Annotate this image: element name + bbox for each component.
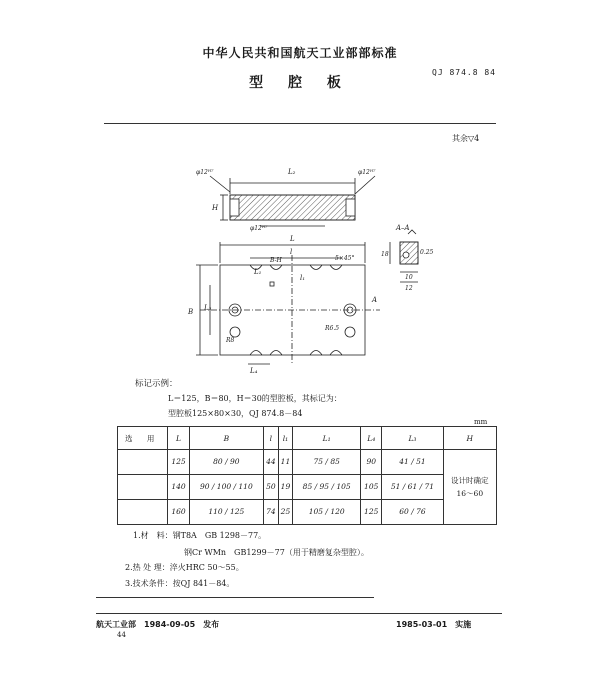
header-L: L [168, 427, 189, 450]
cell-L3: 60 / 76 [382, 500, 443, 525]
label-chamfer: 5×45° [335, 255, 355, 262]
cell-L3: 41 / 51 [382, 450, 443, 475]
label-dim-18: 18 [381, 251, 389, 258]
label-l1: l₁ [300, 274, 306, 282]
header-l: l [264, 427, 279, 450]
label-dim-10: 10 [405, 274, 413, 281]
effective-date: 1985-03-01 实施 [396, 620, 472, 629]
cell-L: 125 [168, 450, 189, 475]
note-material-alt: 钢Cr WMn GB1299－77（用于精磨复杂型腔）。 [184, 548, 369, 557]
marking-header: 标记示例： [135, 379, 178, 389]
issue-date: 航天工业部 1984-09-05 发布 [96, 620, 220, 629]
cell-L1: 75 / 85 [293, 450, 361, 475]
header-B: B [189, 427, 263, 450]
cell-l: 44 [264, 450, 279, 475]
cell-select [118, 475, 168, 500]
label-l: l [290, 248, 293, 256]
cell-L4: 90 [361, 450, 382, 475]
header-L1: L₁ [293, 427, 361, 450]
cell-L4: 105 [361, 475, 382, 500]
cell-l1: 25 [278, 500, 293, 525]
label-dim-bn: B-H [270, 257, 282, 264]
table-row [118, 475, 497, 500]
cell-L: 140 [168, 475, 189, 500]
header-rule [104, 123, 496, 124]
cell-l: 74 [264, 500, 279, 525]
label-L4: L₄ [250, 367, 258, 375]
label-L1: L₁ [254, 268, 262, 276]
org-title: 中华人民共和国航天工业部部标准 [202, 46, 398, 60]
cell-L1: 105 / 120 [293, 500, 361, 525]
roughness-note: 其余▽4 [452, 134, 480, 143]
cell-L1: 85 / 95 / 105 [293, 475, 361, 500]
detail-view [390, 230, 418, 282]
label-bore-left: φ12ᴴ⁷ [196, 169, 214, 176]
document-title: 型 腔 板 [249, 75, 351, 91]
footer-rule [96, 613, 502, 614]
cell-L: 160 [168, 500, 189, 525]
cell-l1: 19 [278, 475, 293, 500]
label-r65: R6.5 [325, 325, 340, 332]
label-dim-025: 0.25 [420, 249, 434, 256]
table-row [118, 500, 497, 525]
marking-line-1: L＝125，B＝80，H＝30的型腔板，其标记为： [168, 394, 342, 403]
standard-code: QJ 874.8 84 [432, 68, 496, 77]
label-L: L [290, 235, 295, 243]
section-view [210, 176, 375, 226]
label-L2: L₂ [288, 168, 296, 176]
notes-rule [96, 597, 374, 598]
marking-line-2: 型腔板125×80×30，QJ 874.8－84 [168, 409, 303, 418]
header-L4: L₄ [361, 427, 382, 450]
label-bore-bottom: φ12ᴴ⁷ [250, 225, 268, 232]
note-heat-treatment: 2.热 处 理：淬火HRC 50～55。 [125, 563, 244, 572]
cell-l: 50 [264, 475, 279, 500]
label-bore-right: φ12ᴴ⁷ [358, 169, 376, 176]
header-l1: l₁ [278, 427, 293, 450]
note-technical-conditions: 3.技术条件：按QJ 841－84。 [125, 579, 235, 588]
cell-H: 设计时确定 16～60 [443, 450, 496, 525]
cell-L3: 51 / 61 / 71 [382, 475, 443, 500]
note-material: 1.材 料：钢T8A GB 1298－77。 [133, 531, 267, 540]
cell-B: 80 / 90 [189, 450, 263, 475]
cell-select [118, 500, 168, 525]
header-H: H [443, 427, 496, 450]
cell-l1: 11 [278, 450, 293, 475]
cell-L4: 125 [361, 500, 382, 525]
table-header-row [118, 427, 497, 450]
label-H: H [212, 204, 219, 212]
cavity-plate-drawing [100, 150, 500, 375]
page-number: 44 [117, 631, 126, 639]
unit-label: mm [474, 418, 488, 426]
header-L3: L₃ [382, 427, 443, 450]
label-section-title: A–A [396, 224, 410, 232]
label-L3: L₃ [204, 304, 212, 312]
label-r8: R8 [226, 337, 235, 344]
cell-select [118, 450, 168, 475]
header-select: 选 用 [118, 427, 168, 450]
spec-table [117, 426, 497, 525]
table-row [118, 450, 497, 475]
cell-B: 90 / 100 / 110 [189, 475, 263, 500]
label-section-a: A [372, 296, 378, 304]
label-B: B [188, 308, 194, 316]
cell-B: 110 / 125 [189, 500, 263, 525]
label-dim-12: 12 [405, 285, 413, 292]
